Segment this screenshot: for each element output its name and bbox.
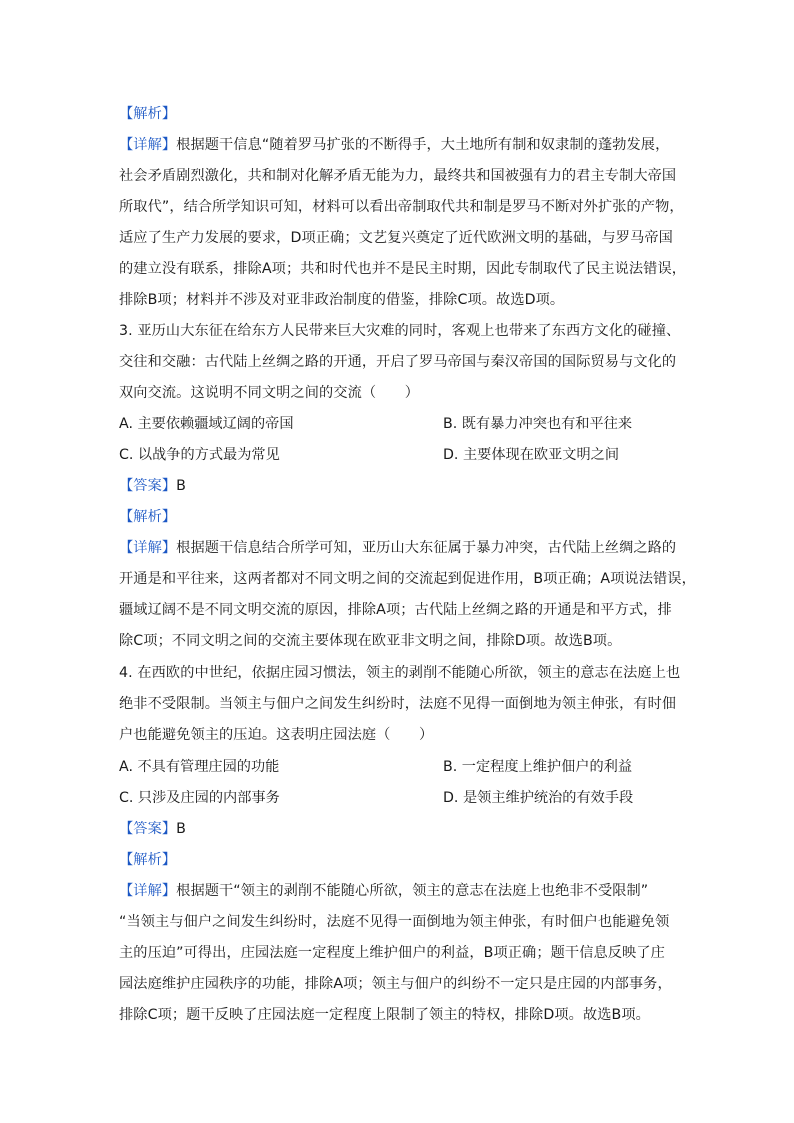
explanation-line: 【详解】根据题干信息结合所学可知，亚历山大东征属于暴力冲突，古代陆上丝绸之路的: [119, 540, 677, 556]
question-3-option-b: B. 既有暴力冲突也有和平往来: [443, 416, 633, 432]
detail-tag: 【详解】: [119, 137, 177, 153]
question-4-option-c: C. 只涉及庄园的内部事务: [119, 790, 280, 806]
explanation-line: 社会矛盾剧烈激化，共和制对化解矛盾无能为力，最终共和国被强有力的君主专制大帝国: [119, 168, 677, 184]
explanation-line: “当领主与佃户之间发生纠纷时，法庭不见得一面倒地为领主伸张，有时佃户也能避免领: [119, 914, 670, 930]
question-4-answer: [119, 819, 186, 839]
question-3-stem: 交往和交融：古代陆上丝绸之路的开通，开启了罗马帝国与秦汉帝国的国际贸易与文化的: [119, 354, 677, 370]
explanation-line: 主的压迫”可得出，庄园法庭一定程度上维护佃户的利益，B项正确；题干信息反映了庄: [119, 945, 665, 961]
question-3-option-a: A. 主要依赖疆域辽阔的帝国: [119, 416, 294, 432]
explanation-line: 开通是和平往来，这两者都对不同文明之间的交流起到促进作用，B项正确；A项说法错误，: [119, 571, 696, 587]
question-4-stem: 4. 在西欧的中世纪，依据庄园习惯法，领主的剥削不能随心所欲，领主的意志在法庭上也: [119, 665, 681, 681]
detail-tag: 【详解】: [119, 883, 177, 899]
analysis-heading: 【解析】: [119, 509, 177, 525]
explanation-line: 疆域辽阔不是不同文明交流的原因，排除A项；古代陆上丝绸之路的开通是和平方式，排: [119, 602, 672, 618]
explanation-line: 除C项；不同文明之间的交流主要体现在欧亚非文明之间，排除D项。故选B项。: [119, 633, 622, 649]
question-4-stem: 户也能避免领主的压迫。这表明庄园法庭（ ）: [119, 727, 434, 743]
question-3-option-d: D. 主要体现在欧亚文明之间: [443, 447, 620, 463]
explanation-line: 所取代”，结合所学知识可知，材料可以看出帝制取代共和制是罗马不断对外扩张的产物，: [119, 199, 684, 215]
explanation-line: 的建立没有联系，排除A项；共和时代也并不是民主时期，因此专制取代了民主说法错误，: [119, 261, 687, 277]
explanation-line: 适应了生产力发展的要求，D项正确；文艺复兴奠定了近代欧洲文明的基础，与罗马帝国: [119, 230, 673, 246]
analysis-heading: 【解析】: [119, 106, 177, 122]
question-3-stem: 双向交流。这说明不同文明之间的交流（ ）: [119, 385, 420, 401]
explanation-line: 【详解】根据题干“领主的剥削不能随心所欲，领主的意志在法庭上也绝非不受限制”: [119, 883, 649, 899]
answer-tag: 【答案】: [119, 821, 177, 837]
explanation-line: 园法庭维护庄园秩序的功能，排除A项；领主与佃户的纠纷不一定只是庄园的内部事务，: [119, 976, 672, 992]
explanation-line: 排除B项；材料并不涉及对亚非政治制度的借鉴，排除C项。故选D项。: [119, 292, 565, 308]
question-3-answer: [119, 476, 186, 496]
question-3-stem: 3. 亚历山大东征在给东方人民带来巨大灾难的同时，客观上也带来了东西方文化的碰撞、: [119, 323, 681, 339]
question-4-option-b: B. 一定程度上维护佃户的利益: [443, 759, 633, 775]
analysis-heading: 【解析】: [119, 852, 177, 868]
question-4-option-d: D. 是领主维护统治的有效手段: [443, 790, 634, 806]
answer-tag: 【答案】: [119, 478, 177, 494]
answer-value: B: [176, 821, 186, 837]
question-3-option-c: C. 以战争的方式最为常见: [119, 447, 280, 463]
question-4-option-a: A. 不具有管理庄园的功能: [119, 759, 280, 775]
question-4-stem: 绝非不受限制。当领主与佃户之间发生纠纷时，法庭不见得一面倒地为领主伸张，有时佃: [119, 696, 677, 712]
answer-value: B: [176, 478, 186, 494]
detail-tag: 【详解】: [119, 540, 177, 556]
explanation-line: 【详解】根据题干信息“随着罗马扩张的不断得手，大土地所有制和奴隶制的蓬勃发展，: [119, 137, 670, 153]
explanation-line: 排除C项；题干反映了庄园法庭一定程度上限制了领主的特权，排除D项。故选B项。: [119, 1007, 650, 1023]
